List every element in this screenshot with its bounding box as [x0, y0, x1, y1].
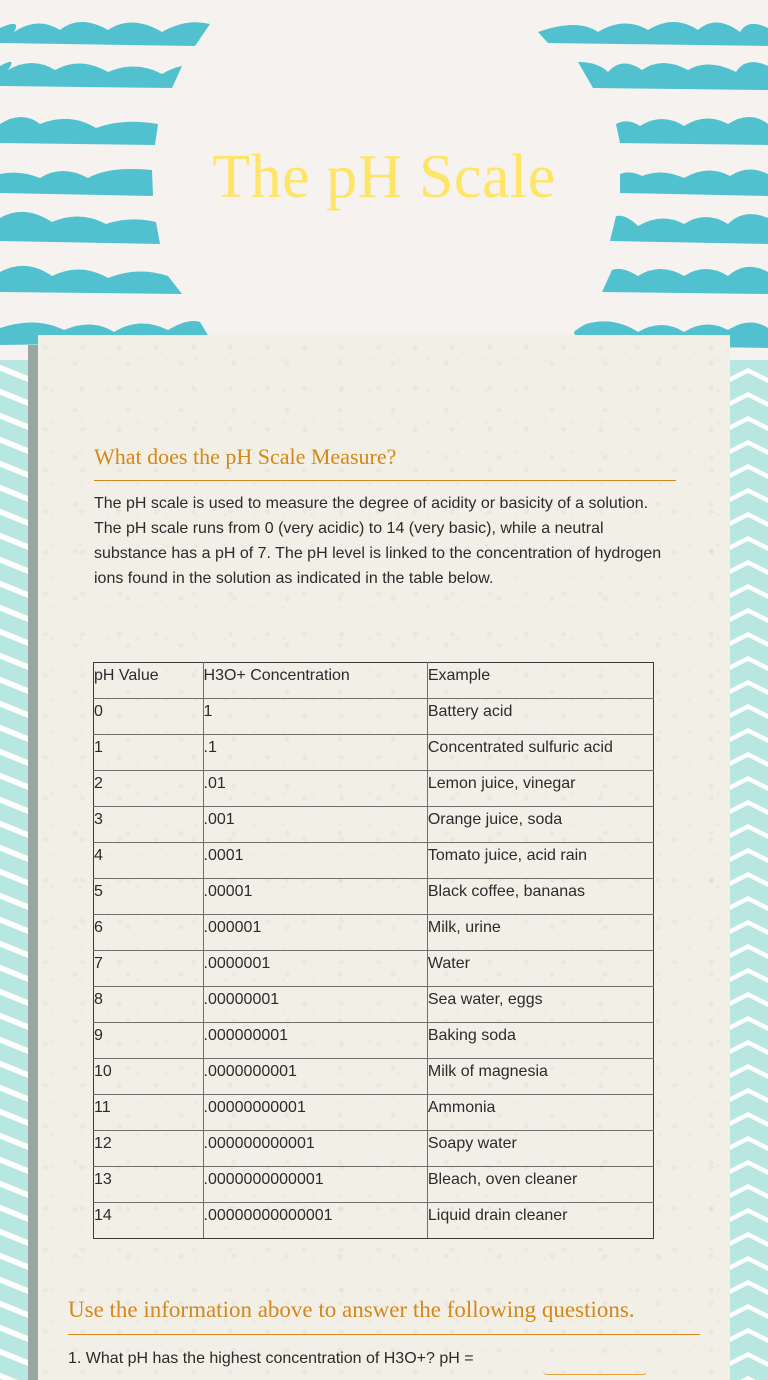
cell-ph: 3	[94, 807, 204, 843]
column-header-example: Example	[427, 663, 653, 699]
table-row	[94, 1167, 654, 1203]
cell-example: Ammonia	[427, 1095, 653, 1131]
cell-ph: 13	[94, 1167, 204, 1203]
cell-concentration: .0001	[203, 843, 427, 879]
table-row	[94, 1131, 654, 1167]
cell-concentration: .01	[203, 771, 427, 807]
cell-example: Milk of magnesia	[427, 1059, 653, 1095]
cell-concentration: .1	[203, 735, 427, 771]
cell-example: Orange juice, soda	[427, 807, 653, 843]
table-row	[94, 1059, 654, 1095]
paper-shadow-edge	[28, 345, 38, 1380]
cell-example: Water	[427, 951, 653, 987]
column-header-ph-value: pH Value	[94, 663, 204, 699]
column-header-concentration: H3O+ Concentration	[203, 663, 427, 699]
cell-ph: 10	[94, 1059, 204, 1095]
cell-example: Concentrated sulfuric acid	[427, 735, 653, 771]
cell-ph: 0	[94, 699, 204, 735]
table-row	[94, 879, 654, 915]
table-row	[94, 1203, 654, 1239]
cell-concentration: .000001	[203, 915, 427, 951]
cell-ph: 7	[94, 951, 204, 987]
cell-ph: 11	[94, 1095, 204, 1131]
cell-concentration: .00000000000001	[203, 1203, 427, 1239]
section-heading-measure: What does the pH Scale Measure?	[94, 444, 397, 469]
cell-ph: 6	[94, 915, 204, 951]
chevron-border-right-decoration	[728, 360, 768, 1380]
cell-concentration: .0000001	[203, 951, 427, 987]
cell-concentration: .0000000000001	[203, 1167, 427, 1203]
table-row	[94, 843, 654, 879]
cell-concentration: .000000001	[203, 1023, 427, 1059]
cell-concentration: .00001	[203, 879, 427, 915]
cell-ph: 2	[94, 771, 204, 807]
table-row	[94, 987, 654, 1023]
section-heading-questions: Use the information above to answer the following questions.	[68, 1297, 635, 1322]
table-row	[94, 771, 654, 807]
cell-ph: 9	[94, 1023, 204, 1059]
cell-concentration: 1	[203, 699, 427, 735]
cell-ph: 12	[94, 1131, 204, 1167]
cell-example: Tomato juice, acid rain	[427, 843, 653, 879]
cell-example: Lemon juice, vinegar	[427, 771, 653, 807]
cell-ph: 14	[94, 1203, 204, 1239]
table-row	[94, 735, 654, 771]
cell-example: Liquid drain cleaner	[427, 1203, 653, 1239]
table-row	[94, 699, 654, 735]
cell-concentration: .000000000001	[203, 1131, 427, 1167]
heading-divider	[94, 480, 676, 481]
cell-example: Soapy water	[427, 1131, 653, 1167]
page-title: The pH Scale	[212, 143, 556, 211]
cell-concentration: .00000000001	[203, 1095, 427, 1131]
table-header-row	[94, 663, 654, 699]
cell-example: Milk, urine	[427, 915, 653, 951]
cell-example: Sea water, eggs	[427, 987, 653, 1023]
table-row	[94, 807, 654, 843]
cell-concentration: .00000001	[203, 987, 427, 1023]
table-row	[94, 1023, 654, 1059]
cell-ph: 1	[94, 735, 204, 771]
cell-concentration: .0000000001	[203, 1059, 427, 1095]
ph-table	[93, 662, 654, 1239]
cell-example: Black coffee, bananas	[427, 879, 653, 915]
cell-example: Baking soda	[427, 1023, 653, 1059]
cell-ph: 5	[94, 879, 204, 915]
cell-concentration: .001	[203, 807, 427, 843]
cell-ph: 8	[94, 987, 204, 1023]
header-banner	[0, 0, 768, 360]
question-1-text: 1. What pH has the highest concentration of H3O+? pH =	[68, 1350, 474, 1367]
table-row	[94, 1095, 654, 1131]
heading-divider	[68, 1334, 700, 1335]
question-1-answer-input[interactable]	[543, 1362, 647, 1375]
cell-example: Bleach, oven cleaner	[427, 1167, 653, 1203]
table-row	[94, 915, 654, 951]
table-row	[94, 951, 654, 987]
intro-paragraph: The pH scale is used to measure the degree of acidity or basicity of a solution. The pH scale runs from 0 (very acidic) to 14 (very basic), while a neutral substance has a pH of 7. The pH level is linked to the concentration of hydrogen ions found in the solution as indicated in the table below.	[94, 495, 662, 587]
cell-ph: 4	[94, 843, 204, 879]
cell-example: Battery acid	[427, 699, 653, 735]
